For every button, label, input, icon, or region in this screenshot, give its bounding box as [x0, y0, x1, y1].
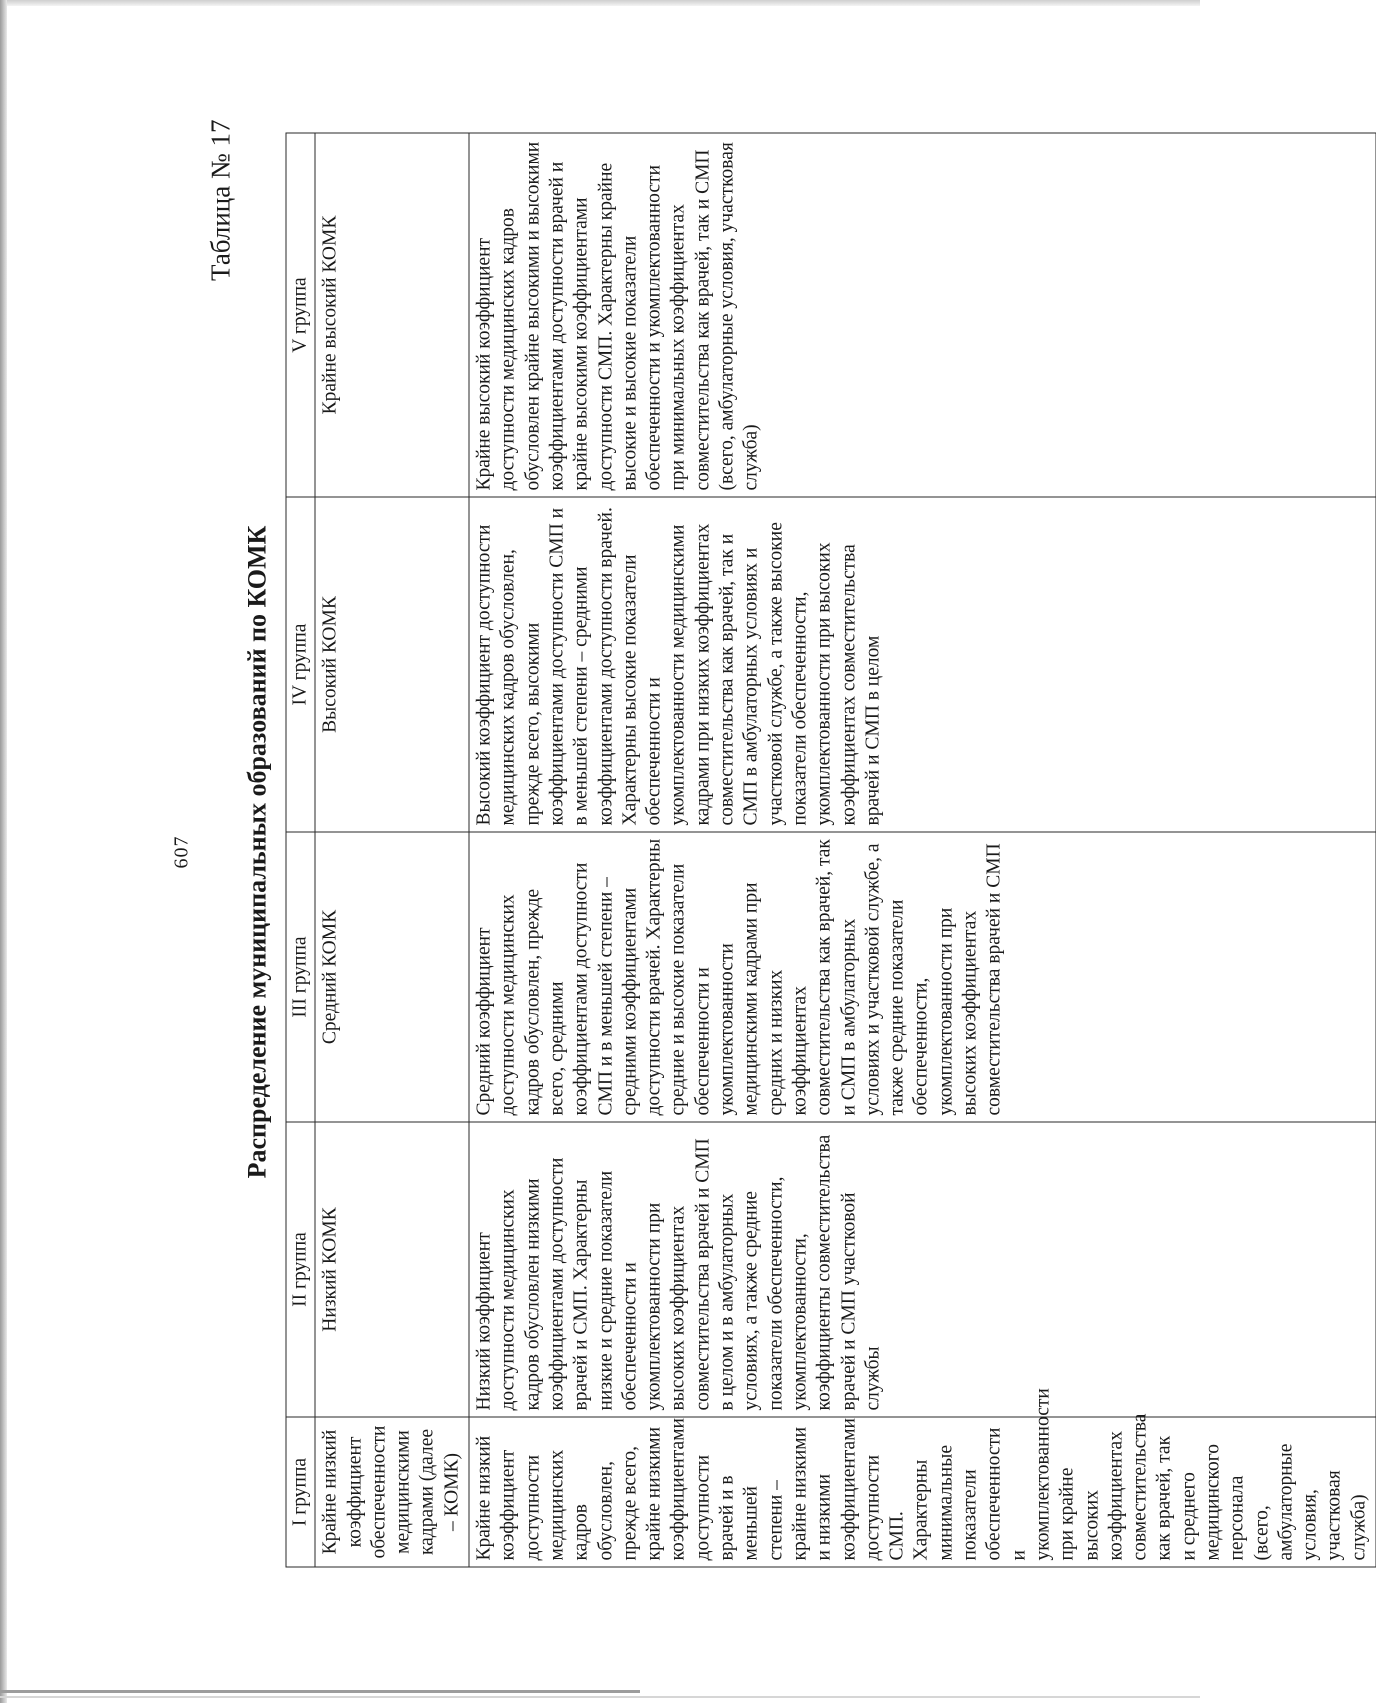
group-description-cell: Крайне высокий коэффициент доступности медицинских кадров обусловлен крайне высокими и высокими коэффициентами доступности врачей и крайне высокими коэффициентами доступности СМП. Характерны крайне высокие и высокие показатели обеспеченности и укомплектованности при минимальных коэффициентах совместительства как врачей, так и СМП (всего, амбулаторные условия, участковая служба) — [469, 133, 1376, 497]
group-header-cell: III группа — [286, 832, 315, 1122]
table-level-row — [315, 133, 469, 1567]
group-header-cell: II группа — [286, 1122, 315, 1417]
group-level-cell: Средний КОМК — [315, 832, 469, 1122]
group-level-cell: Низкий КОМК — [315, 1122, 469, 1417]
group-description-cell: Низкий коэффициент доступности медицинских кадров обусловлен низкими коэффициентами доступности врачей и СМП. Характерны низкие и средние показатели обеспеченности и укомплектованности при высоких коэффициентах совместительства врачей и СМП в целом и в амбулаторных условиях, а также средние показатели обеспеченности, укомплектованности, коэффициенты совместительства врачей и СМП участковой службы — [469, 1122, 1376, 1417]
rotated-document-sheet — [50, 39, 1369, 1664]
group-description-cell: Крайне низкий коэффициент доступности медицинских кадров обусловлен, прежде всего, крайне низкими коэффициентами доступности врачей и в меньшей степени – крайне низкими и низкими коэффициентами доступности СМП. Характерны минимальные показатели обеспеченности и укомплектованности при крайне высоких коэффициентах совместительства как врачей, так и среднего медицинского персонала (всего, амбулаторные условия, участковая служба) — [469, 1417, 1376, 1567]
page-number: 607 — [170, 835, 192, 868]
group-header-cell: V группа — [286, 133, 315, 497]
group-level-cell: Крайне высокий КОМК — [315, 133, 469, 497]
scan-artifact-bottom-edge — [0, 1696, 1200, 1698]
group-header-cell: IV группа — [286, 497, 315, 832]
document-title: Распределение муниципальных образований по КОМК — [242, 525, 271, 1178]
scan-artifact-bottom-line — [0, 1690, 640, 1693]
scan-artifact-left-edge — [0, 0, 7, 1703]
group-description-cell: Средний коэффициент доступности медицинских кадров обусловлен, прежде всего, средними коэффициентами доступности СМП и в меньшей степени – средними коэффициентами доступности врачей. Характерны средние и высокие показатели обеспеченности и укомплектованности медицинскими кадрами при средних и низких коэффициентах совместительства как врачей, так и СМП в амбулаторных условиях и участковой службе, а также средние показатели обеспеченности, укомплектованности при высоких коэффициентах совместительства врачей и СМП — [469, 832, 1376, 1122]
scan-artifact-top — [0, 0, 1200, 6]
groups-table — [285, 132, 1376, 1567]
group-description-cell: Высокий коэффициент доступности медицинских кадров обусловлен, прежде всего, высокими коэффициентами доступности СМП и в меньшей степени – средними коэффициентами доступности врачей. Характерны высокие показатели обеспеченности и укомплектованности медицинскими кадрами при низких коэффициентах совместительства как врачей, так и СМП в амбулаторных условиях и участковой службе, а также высокие показатели обеспеченности, укомплектованности при высоких коэффициентах совместительства врачей и СМП в целом — [469, 497, 1376, 832]
table-number: Таблица № 17 — [205, 119, 235, 281]
group-level-cell: Высокий КОМК — [315, 497, 469, 832]
group-header-cell: I группа — [286, 1417, 315, 1567]
table-header-row — [286, 133, 315, 1567]
group-level-cell: Крайне низкий коэффициент обеспеченности медицинскими кадрами (далее – КОМК) — [315, 1417, 469, 1567]
table-description-row — [469, 133, 1376, 1567]
